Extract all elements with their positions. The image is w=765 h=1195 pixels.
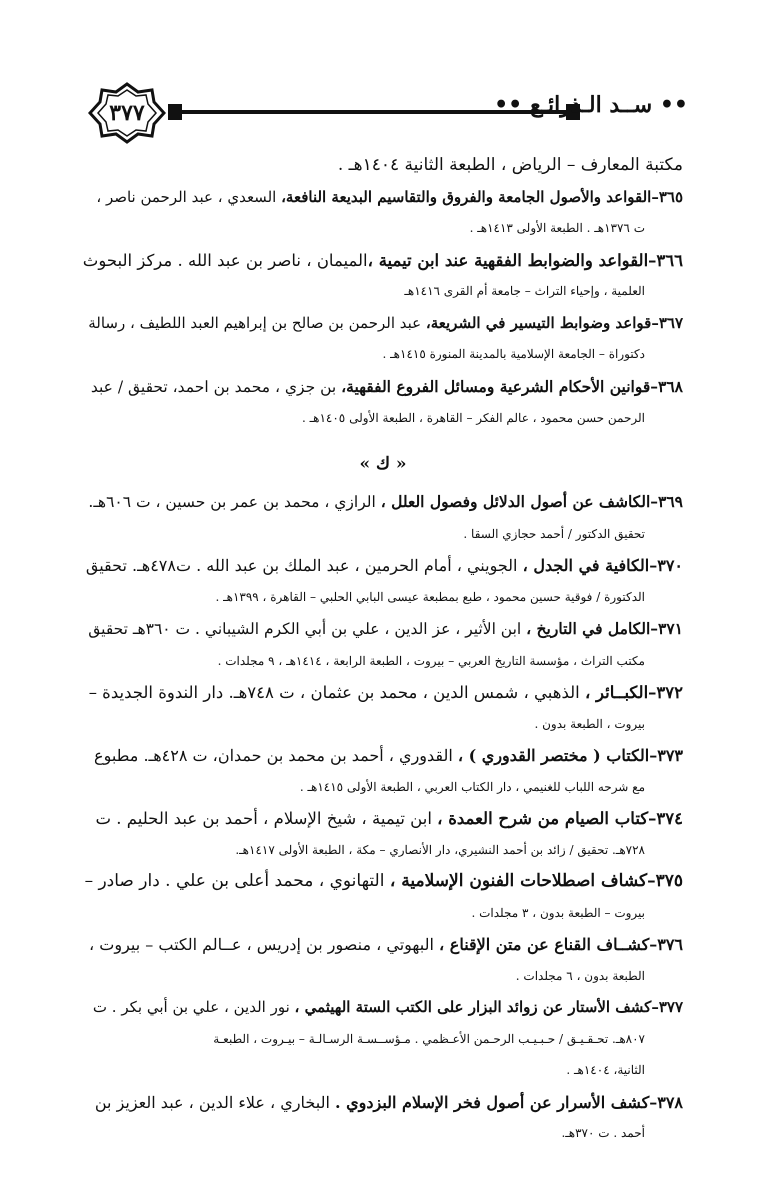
entry-title: القواعد والضوابط الفقهية عند ابن تيمية ،: [367, 250, 649, 270]
bibliography-entry: [83, 992, 683, 1087]
entry-details: السعدي ، عبد الرحمن ناصر ،: [96, 187, 282, 206]
entry-details: عبد الرحمن بن صالح بن إبراهيم العبد اللطيف ، رسالة: [88, 313, 426, 332]
page-header: [88, 82, 688, 144]
entry-continuation-line: تحقيق الدكتور / أحمد حجازي السقا .: [463, 526, 645, 541]
entry-title: قوانين الأحكام الشرعية ومسائل الفروع الفقهية،: [341, 376, 651, 396]
entry-first-line: [83, 740, 683, 772]
entry-title: كشــاف القناع عن متن الإقناع ،: [439, 935, 650, 954]
entry-continuation-line: بيروت ، الطبعة بدون .: [534, 716, 645, 731]
entry-first-line: [83, 550, 683, 582]
entry-number: ٣٧٧–: [651, 998, 683, 1016]
entry-title: القواعد والأصول الجامعة والفروق والتقاسيم البديعة النافعة،: [281, 187, 652, 206]
entry-continuation-line: الثانية، ١٤٠٤هـ .: [566, 1063, 645, 1077]
entry-first-line: [83, 992, 683, 1024]
entry-number: ٣٦٨–: [650, 376, 683, 396]
entry-title: كشف الأستار عن زوائد البزار على الكتب الستة الهيثمي ،: [294, 998, 652, 1016]
entry-details: البخاري ، علاء الدين ، عبد العزيز بن: [94, 1092, 335, 1112]
entry-continuation-line: الدكتورة / فوقية حسين محمود ، طبع بمطبعة عيسى البابي الحلبي – القاهرة ، ١٣٩٩هـ .: [215, 589, 645, 604]
bibliography-entry: [83, 929, 683, 992]
bibliography-entry: [83, 803, 683, 866]
entry-first-line: [83, 308, 683, 340]
entry-continuation-line: بيروت – الطبعة بدون ، ٣ مجلدات .: [471, 905, 645, 920]
entry-first-line: [83, 866, 683, 898]
entry-first-line: [83, 245, 683, 277]
section-heading-kaf: « ك »: [359, 453, 407, 474]
entry-first-line: [83, 486, 683, 519]
entry-continuation-line: أحمد . ت ٣٧٠هـ.: [561, 1126, 645, 1140]
entry-continuation-line: الطبعة بدون ، ٦ مجلدات .: [515, 968, 645, 983]
bibliography-entry: [83, 550, 683, 613]
entry-continuation-line: ٧٢٨هـ. تحقيق / زائد بن أحمد النشيري، دار الأنصاري – مكة ، الطبعة الأولى ١٤١٧هـ.: [235, 842, 645, 857]
bibliography-entry: [83, 1087, 683, 1150]
entry-number: ٣٧٢–: [648, 683, 683, 702]
entry-continuation-line: دكتوراة – الجامعة الإسلامية بالمدينة المنورة ١٤١٥هـ .: [382, 347, 645, 361]
bibliography-entry: [83, 677, 683, 740]
entry-title: الكامل في التاريخ ،: [526, 619, 651, 638]
entry-details: التهانوي ، محمد أعلى بن علي . دار صادر –: [84, 871, 390, 891]
entry-first-line: [83, 613, 683, 646]
bibliography-entry: [83, 866, 683, 929]
entry-details: الميمان ، ناصر بن عبد الله . مركز البحوث: [82, 250, 368, 270]
entry-title: الكتاب ( مختصر القدوري ) ،: [457, 746, 650, 765]
entry-first-line: [83, 371, 683, 404]
bibliography-entry: [83, 740, 683, 803]
entry-details: ابن تيمية ، شيخ الإسلام ، أحمد بن عبد الحليم . ت: [95, 809, 438, 828]
entry-continuation-line: مكتب التراث ، مؤسسة التاريخ العربي – بيروت ، الطبعة الرابعة ، ١٤١٤هـ ، ٩ مجلدات .: [217, 653, 645, 668]
entry-continuation-line: الرحمن حسن محمود ، عالم الفكر – القاهرة ، الطبعة الأولى ١٤٠٥هـ .: [301, 411, 645, 425]
entry-continuation-line: ت ١٣٧٦هـ . الطبعة الأولى ١٤١٣هـ .: [469, 221, 645, 235]
entry-title: الكاشف عن أصول الدلائل وفصول العلل ،: [380, 492, 651, 511]
entry-title: الكافية في الجدل ،: [522, 556, 650, 575]
entry-details: الذهبي ، شمس الدين ، محمد بن عثمان ، ت ٧٤٨هـ. دار الندوة الجديدة –: [88, 683, 585, 702]
page-number: ٣٧٧: [109, 100, 145, 126]
entry-continuation-line: مع شرحه اللباب للغنيمي ، دار الكتاب العربي ، الطبعة الأولى ١٤١٥هـ .: [299, 779, 645, 794]
entry-number: ٣٧٦–: [649, 935, 683, 954]
bibliography-entry: [83, 371, 683, 435]
entry-details: الرازي ، محمد بن عمر بن حسين ، ت ٦٠٦هـ.: [88, 493, 381, 511]
entry-number: ٣٧٠–: [649, 556, 683, 575]
bibliography-entry: [83, 245, 683, 308]
entry-details: البهوتي ، منصور بن إدريس ، عــالم الكتب – بيروت ،: [89, 935, 440, 954]
entry-number: ٣٦٦–: [648, 250, 683, 270]
entry-number: ٣٦٩–: [650, 492, 683, 511]
entries-group-kaf: [83, 486, 683, 1150]
entry-details: نور الدين ، علي بن أبي بكر . ت: [92, 998, 295, 1016]
bibliography-body: [83, 150, 683, 1150]
entry-title: كشف الأسرار عن أصول فخر الإسلام البزدوي .: [334, 1092, 650, 1112]
entry-details: الجويني ، أمام الحرمين ، عبد الملك بن عبد الله . ت٤٧٨هـ. تحقيق: [85, 556, 523, 575]
entry-number: ٣٧١–: [650, 619, 683, 638]
entry-first-line: [83, 677, 683, 709]
entry-number: ٣٦٥–: [651, 187, 683, 206]
entry-first-line: [83, 929, 683, 961]
running-title: •• ســد الـذرائـع ••: [494, 92, 688, 118]
entry-title: كتاب الصيام من شرح العمدة ،: [437, 809, 649, 828]
entry-details: القدوري ، أحمد بن محمد بن حمدان، ت ٤٢٨هـ. مطبوع: [94, 746, 458, 765]
entry-number: ٣٧٨–: [649, 1092, 683, 1112]
entry-number: ٣٦٧–: [651, 313, 683, 332]
entry-first-line: [83, 1087, 683, 1119]
entry-first-line: [83, 182, 683, 214]
entry-continuation-line: ٨٠٧هـ. تحـقـيـق / حـبـيـب الرحـمن الأعـظمي . مـؤســسـة الرسـالـة – بيـروت ، الطبعـة: [213, 1031, 645, 1046]
entry-title: قواعد وضوابط التيسير في الشريعة،: [425, 313, 652, 332]
bibliography-entry: [83, 613, 683, 677]
entry-details: بن جزي ، محمد بن احمد، تحقيق / عبد: [90, 377, 342, 396]
intro-line: مكتبة المعارف – الرياض ، الطبعة الثانية ١٤٠٤هـ .: [337, 155, 683, 175]
entry-number: ٣٧٥–: [647, 871, 683, 891]
bibliography-entry: [83, 308, 683, 371]
entry-details: ابن الأثير ، عز الدين ، علي بن أبي الكرم الشيباني . ت ٣٦٠هـ تحقيق: [88, 620, 527, 638]
entry-first-line: [83, 803, 683, 835]
entry-title: الكبــائر ،: [584, 683, 649, 702]
bibliography-entry: [83, 182, 683, 245]
entry-number: ٣٧٣–: [649, 746, 683, 765]
entries-group-qaf: [83, 182, 683, 435]
entry-number: ٣٧٤–: [648, 809, 683, 828]
entry-title: كشاف اصطلاحات الفنون الإسلامية ،: [389, 871, 648, 891]
bibliography-entry: [83, 486, 683, 550]
entry-continuation-line: العلمية ، وإحياء التراث – جامعة أم القرى ١٤١٦هـ: [404, 284, 645, 298]
page-number-badge: [88, 82, 166, 144]
